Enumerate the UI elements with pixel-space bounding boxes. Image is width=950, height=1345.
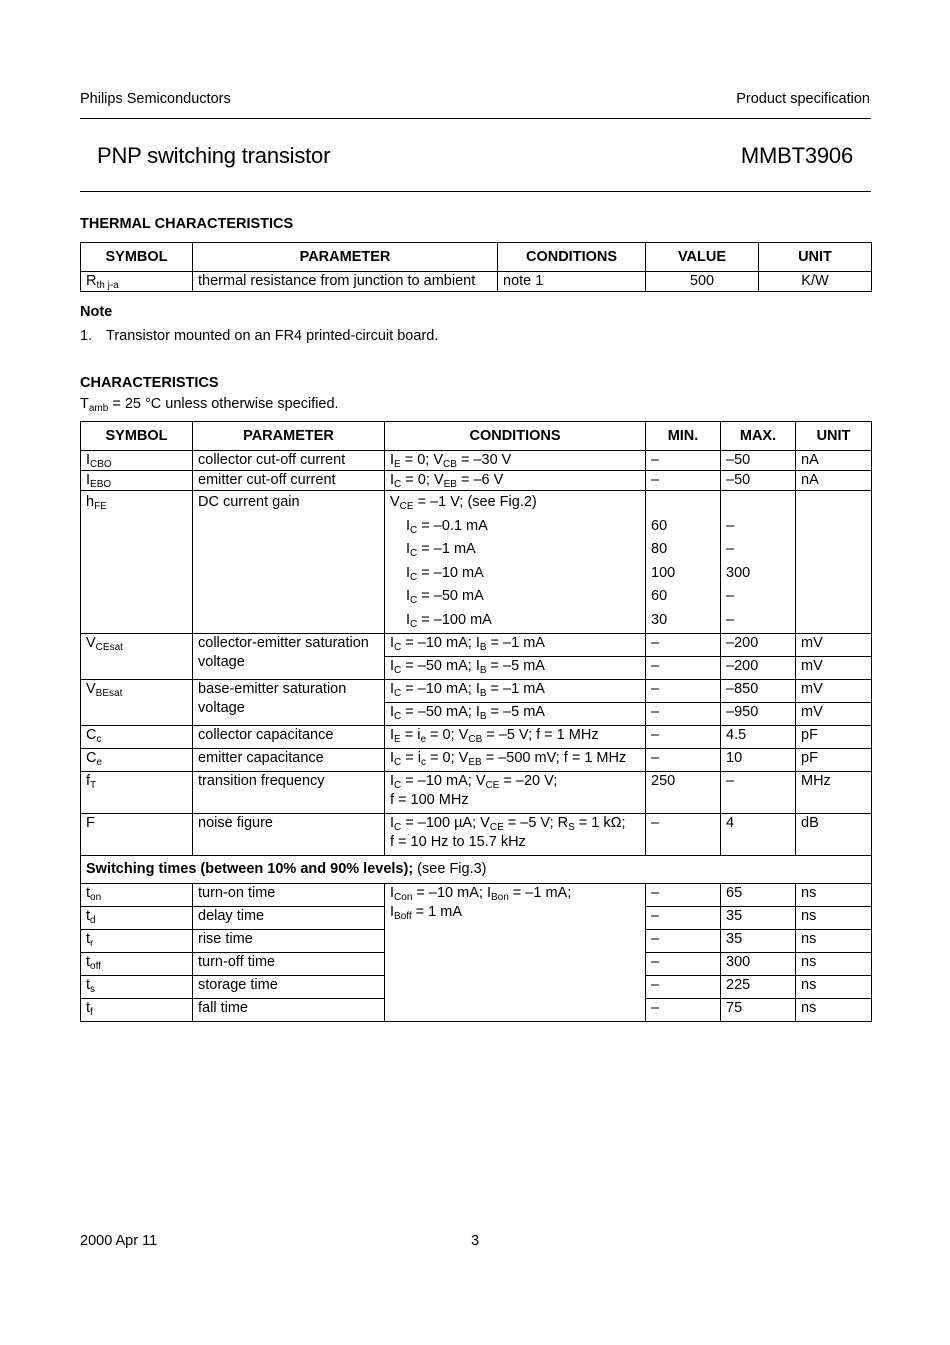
min-cell: – bbox=[646, 952, 721, 975]
parameter-cell: transition frequency bbox=[193, 771, 385, 813]
conditions-cell: $I_C = 0$; $V_{EB} = -6$ V bbox=[385, 471, 646, 491]
table-row bbox=[81, 725, 872, 748]
conditions-cell: $I_C = -10$ mA; $I_B = -1$ mA bbox=[385, 679, 646, 702]
symbol-cell: $h_{FE}$ bbox=[81, 491, 193, 634]
parameter-cell: collector cut-off current bbox=[193, 451, 385, 471]
symbol-cell: $R_{th j-a}$ bbox=[81, 272, 193, 292]
unit-cell: ns bbox=[796, 929, 872, 952]
max-cell: 35 bbox=[721, 906, 796, 929]
unit-cell: pF bbox=[796, 748, 872, 771]
conditions-cell: note 1 bbox=[498, 272, 646, 292]
table-row bbox=[81, 679, 872, 702]
symbol-cell: F bbox=[81, 813, 193, 855]
min-cell: – bbox=[646, 906, 721, 929]
symbol-cell: $t_{on}$ bbox=[81, 883, 193, 906]
header-rule bbox=[80, 118, 871, 119]
unit-cell: ns bbox=[796, 906, 872, 929]
part-number: MMBT3906 bbox=[740, 143, 853, 168]
parameter-cell: base-emitter saturation voltage bbox=[193, 679, 385, 725]
max-cell: 300 bbox=[721, 952, 796, 975]
unit-cell: ns bbox=[796, 952, 872, 975]
min-cell: – bbox=[646, 656, 721, 679]
min-cell: – bbox=[646, 998, 721, 1021]
min-cell: – bbox=[646, 883, 721, 906]
conditions-cell: $I_C = -100$ µA; $V_{CE} = -5$ V; $R_S = 1$ kΩ; f = 10 Hz to 15.7 kHz bbox=[385, 813, 646, 855]
parameter-cell: storage time bbox=[193, 975, 385, 998]
col-conditions: CONDITIONS bbox=[385, 422, 646, 451]
symbol-cell: $t_d$ bbox=[81, 906, 193, 929]
col-parameter: PARAMETER bbox=[193, 243, 498, 272]
col-unit: UNIT bbox=[759, 243, 872, 272]
parameter-cell: DC current gain bbox=[193, 491, 385, 634]
conditions-cell: $I_C = i_c = 0$; $V_{EB} = -500$ mV; f = 1 MHz bbox=[385, 748, 646, 771]
max-cell: – bbox=[721, 771, 796, 813]
parameter-cell: emitter cut-off current bbox=[193, 471, 385, 491]
conditions-cell: $I_{Con} = -10$ mA; $I_{Bon} = -1$ mA; $I_{Boff} = 1$ mA bbox=[385, 883, 646, 1021]
col-conditions: CONDITIONS bbox=[498, 243, 646, 272]
company-name: Philips Semiconductors bbox=[80, 91, 231, 107]
max-cell: 4 bbox=[721, 813, 796, 855]
max-cell: – – 300 – – bbox=[721, 491, 796, 634]
table-row bbox=[81, 272, 872, 292]
characteristics-table bbox=[80, 421, 872, 1022]
table-row bbox=[81, 451, 872, 471]
min-cell: – bbox=[646, 748, 721, 771]
max-cell: 75 bbox=[721, 998, 796, 1021]
symbol-cell: $t_r$ bbox=[81, 929, 193, 952]
symbol-cell: $f_T$ bbox=[81, 771, 193, 813]
symbol-cell: $V_{CEsat}$ bbox=[81, 633, 193, 679]
footer-date: 2000 Apr 11 bbox=[80, 1233, 158, 1249]
conditions-cell: $I_E = i_e = 0$; $V_{CB} = -5$ V; f = 1 MHz bbox=[385, 725, 646, 748]
symbol-cell: $t_f$ bbox=[81, 998, 193, 1021]
min-cell: – bbox=[646, 679, 721, 702]
unit-cell: nA bbox=[796, 471, 872, 491]
max-cell: –200 bbox=[721, 633, 796, 656]
max-cell: 65 bbox=[721, 883, 796, 906]
parameter-cell: thermal resistance from junction to ambient bbox=[193, 272, 498, 292]
min-cell: 250 bbox=[646, 771, 721, 813]
parameter-cell: rise time bbox=[193, 929, 385, 952]
unit-cell: dB bbox=[796, 813, 872, 855]
unit-cell: ns bbox=[796, 883, 872, 906]
table-row bbox=[81, 771, 872, 813]
page-title: PNP switching transistor bbox=[97, 143, 331, 168]
max-cell: 35 bbox=[721, 929, 796, 952]
unit-cell: mV bbox=[796, 633, 872, 656]
min-cell: – bbox=[646, 471, 721, 491]
unit-cell bbox=[796, 491, 872, 634]
min-cell: – bbox=[646, 702, 721, 725]
switching-heading: Switching times (between 10% and 90% levels); (see Fig.3) bbox=[81, 855, 872, 883]
max-cell: 225 bbox=[721, 975, 796, 998]
min-cell: – bbox=[646, 633, 721, 656]
table-row bbox=[81, 633, 872, 656]
table-row bbox=[81, 883, 872, 906]
min-cell: – bbox=[646, 929, 721, 952]
max-cell: 4.5 bbox=[721, 725, 796, 748]
col-max: MAX. bbox=[721, 422, 796, 451]
unit-cell: mV bbox=[796, 656, 872, 679]
conditions-cell: $I_C = -50$ mA; $I_B = -5$ mA bbox=[385, 702, 646, 725]
max-cell: –50 bbox=[721, 471, 796, 491]
unit-cell: pF bbox=[796, 725, 872, 748]
max-cell: 10 bbox=[721, 748, 796, 771]
note-line: 1. Transistor mounted on an FR4 printed-circuit board. bbox=[80, 328, 439, 344]
tamb-note: $T_{amb} = 25$ °C unless otherwise specified. bbox=[80, 396, 339, 414]
parameter-cell: delay time bbox=[193, 906, 385, 929]
min-cell: – bbox=[646, 813, 721, 855]
col-symbol: SYMBOL bbox=[81, 243, 193, 272]
symbol-cell: $I_{EBO}$ bbox=[81, 471, 193, 491]
symbol-cell: $V_{BEsat}$ bbox=[81, 679, 193, 725]
table-row bbox=[81, 813, 872, 855]
col-min: MIN. bbox=[646, 422, 721, 451]
symbol-cell: $t_s$ bbox=[81, 975, 193, 998]
thermal-header-row bbox=[81, 243, 872, 272]
doc-type: Product specification bbox=[736, 91, 870, 107]
note-title: Note bbox=[80, 304, 113, 320]
max-cell: –200 bbox=[721, 656, 796, 679]
col-unit: UNIT bbox=[796, 422, 872, 451]
unit-cell: K/W bbox=[759, 272, 872, 292]
table-row bbox=[81, 491, 872, 634]
symbol-cell: $t_{off}$ bbox=[81, 952, 193, 975]
unit-cell: ns bbox=[796, 998, 872, 1021]
switching-heading-row bbox=[81, 855, 872, 883]
conditions-cell: $I_C = -10$ mA; $I_B = -1$ mA bbox=[385, 633, 646, 656]
thermal-table bbox=[80, 242, 872, 292]
min-cell: – bbox=[646, 451, 721, 471]
conditions-cell: $I_E = 0$; $V_{CB} = -30$ V bbox=[385, 451, 646, 471]
parameter-cell: fall time bbox=[193, 998, 385, 1021]
conditions-cell: $I_C = -10$ mA; $V_{CE} = -20$ V; f = 100 MHz bbox=[385, 771, 646, 813]
parameter-cell: emitter capacitance bbox=[193, 748, 385, 771]
unit-cell: MHz bbox=[796, 771, 872, 813]
title-rule bbox=[80, 191, 871, 192]
min-cell: – bbox=[646, 725, 721, 748]
parameter-cell: noise figure bbox=[193, 813, 385, 855]
symbol-cell: $C_c$ bbox=[81, 725, 193, 748]
unit-cell: ns bbox=[796, 975, 872, 998]
parameter-cell: turn-on time bbox=[193, 883, 385, 906]
symbol-cell: $I_{CBO}$ bbox=[81, 451, 193, 471]
conditions-cell: $V_{CE} = -1$ V; (see Fig.2) $I_C = -0.1$ mA $I_C = -1$ mA $I_C = -10$ mA $I_C = -50$ mA $I_C = -100$ mA bbox=[385, 491, 646, 634]
table-row bbox=[81, 748, 872, 771]
value-cell: 500 bbox=[646, 272, 759, 292]
conditions-cell: $I_C = -50$ mA; $I_B = -5$ mA bbox=[385, 656, 646, 679]
col-value: VALUE bbox=[646, 243, 759, 272]
page-number: 3 bbox=[471, 1233, 480, 1249]
thermal-heading: THERMAL CHARACTERISTICS bbox=[80, 216, 294, 232]
characteristics-heading: CHARACTERISTICS bbox=[80, 375, 219, 391]
parameter-cell: turn-off time bbox=[193, 952, 385, 975]
parameter-cell: collector-emitter saturation voltage bbox=[193, 633, 385, 679]
max-cell: –50 bbox=[721, 451, 796, 471]
char-header-row bbox=[81, 422, 872, 451]
max-cell: –850 bbox=[721, 679, 796, 702]
parameter-cell: collector capacitance bbox=[193, 725, 385, 748]
table-row bbox=[81, 471, 872, 491]
col-symbol: SYMBOL bbox=[81, 422, 193, 451]
unit-cell: mV bbox=[796, 702, 872, 725]
col-parameter: PARAMETER bbox=[193, 422, 385, 451]
symbol-cell: $C_e$ bbox=[81, 748, 193, 771]
min-cell: 60 80 100 60 30 bbox=[646, 491, 721, 634]
max-cell: –950 bbox=[721, 702, 796, 725]
min-cell: – bbox=[646, 975, 721, 998]
unit-cell: mV bbox=[796, 679, 872, 702]
unit-cell: nA bbox=[796, 451, 872, 471]
